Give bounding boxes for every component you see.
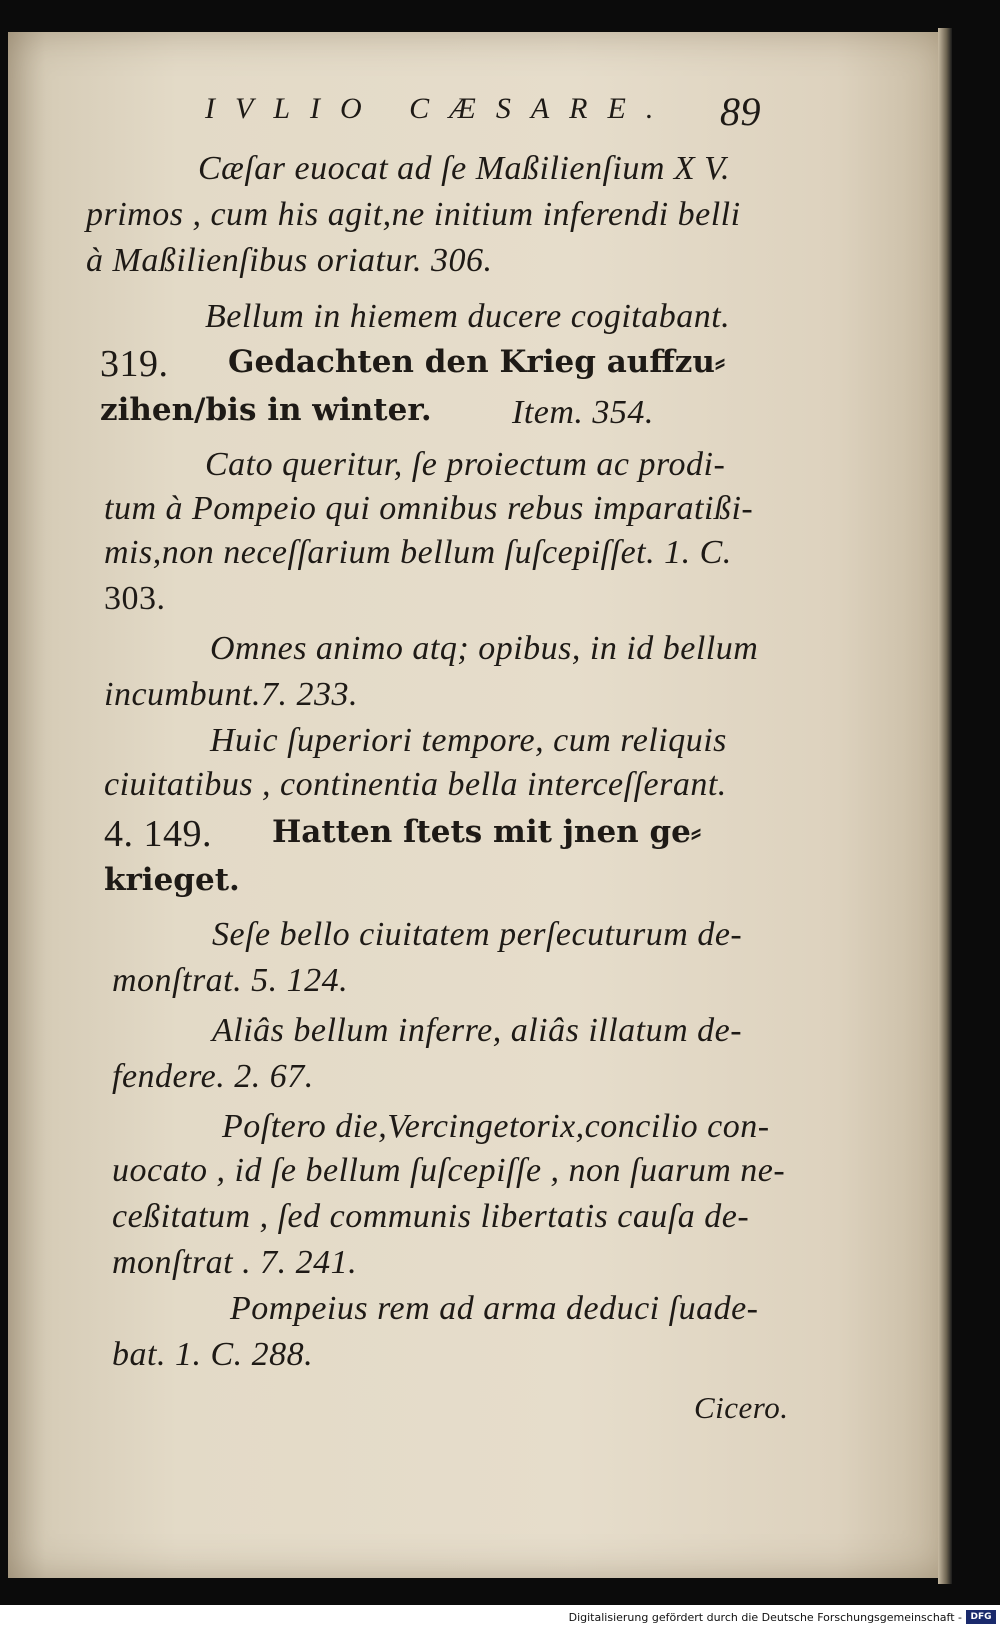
text-line: tum à Pompeio qui omnibus rebus imparatißi-: [104, 490, 754, 527]
text-line: Aliâs bellum inferre, aliâs illatum de-: [212, 1012, 743, 1049]
text-line: 319.: [100, 343, 169, 385]
text-line: fendere. 2. 67.: [112, 1058, 314, 1095]
german-gloss-line: Gedachten den Krieg auffzu⸗: [228, 344, 726, 380]
text-line: à Maßilienſibus oriatur. 306.: [86, 242, 493, 279]
text-line: monſtrat. 5. 124.: [112, 962, 349, 999]
text-line: Cæſar euocat ad ſe Maßilienſium X V.: [198, 150, 731, 187]
text-line: mis,non neceſſarium bellum ſuſcepiſſet. 1. C.: [104, 534, 732, 571]
german-gloss-line: krieget.: [104, 862, 240, 898]
footer-credit: Digitalisierung gefördert durch die Deutsche Forschungsgemeinschaft -: [568, 1611, 962, 1624]
text-line: Seſe bello ciuitatem perſecuturum de-: [212, 916, 743, 953]
text-line: Bellum in hiemem ducere cogitabant.: [205, 298, 731, 335]
text-line: uocato , id ſe bellum ſuſcepiſſe , non ſuarum ne-: [112, 1152, 786, 1189]
german-gloss-line: Hatten ſtets mit jnen ge⸗: [272, 814, 702, 850]
dfg-logo: DFG: [966, 1610, 996, 1624]
page-edge-shadow: [938, 28, 952, 1584]
text-line: incumbunt.7. 233.: [104, 676, 359, 713]
text-line: Omnes animo atq; opibus, in id bellum: [210, 630, 759, 667]
text-line: ciuitatibus , continentia bella interceſſerant.: [104, 766, 727, 803]
german-gloss-line: zihen/bis in winter.: [100, 392, 432, 428]
text-line: primos , cum his agit,ne initium inferendi belli: [86, 196, 741, 233]
page-number: 89: [720, 89, 761, 134]
text-line: Huic ſuperiori tempore, cum reliquis: [210, 722, 727, 759]
text-line: monſtrat . 7. 241.: [112, 1244, 358, 1281]
text-line: Pompeius rem ad arma deduci ſuade-: [230, 1290, 759, 1327]
catchword: Cicero.: [694, 1390, 789, 1425]
text-line: ceßitatum , ſed communis libertatis cauſa de-: [112, 1198, 750, 1235]
text-line: bat. 1. C. 288.: [112, 1336, 314, 1373]
text-line: Cato queritur, ſe proiectum ac prodi-: [205, 446, 726, 483]
text-line: Item. 354.: [512, 394, 654, 431]
text-line: 4. 149.: [104, 813, 212, 855]
text-line: 303.: [104, 580, 166, 617]
text-line: Poſtero die,Vercingetorix,concilio con-: [222, 1108, 770, 1145]
running-head: IVLIO CÆSARE.: [205, 92, 674, 125]
